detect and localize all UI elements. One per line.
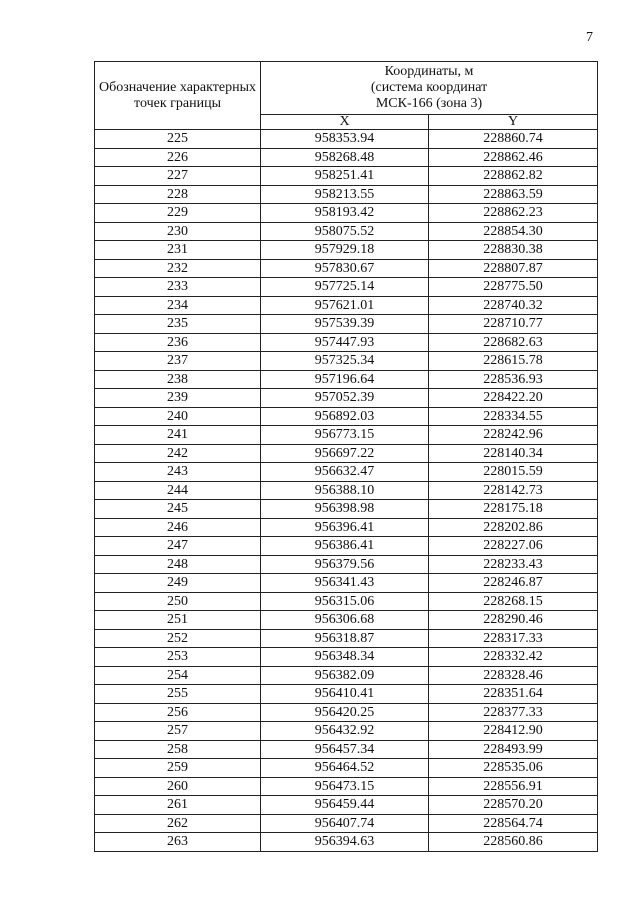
x-coordinate-cell: 957447.93	[261, 333, 429, 352]
table-row	[95, 611, 598, 630]
table-row	[95, 518, 598, 537]
y-coordinate-cell: 228202.86	[429, 518, 598, 537]
point-id-cell: 242	[95, 444, 261, 463]
y-coordinate-cell: 228332.42	[429, 648, 598, 667]
y-column-header: Y	[429, 115, 598, 130]
x-coordinate-cell: 956459.44	[261, 796, 429, 815]
table-row	[95, 241, 598, 260]
x-coordinate-cell: 956386.41	[261, 537, 429, 556]
x-coordinate-cell: 956773.15	[261, 426, 429, 445]
x-coordinate-cell: 956388.10	[261, 481, 429, 500]
table-row	[95, 444, 598, 463]
y-coordinate-cell: 228830.38	[429, 241, 598, 260]
table-row	[95, 722, 598, 741]
x-coordinate-cell: 956382.09	[261, 666, 429, 685]
table-row	[95, 463, 598, 482]
point-id-cell: 251	[95, 611, 261, 630]
y-coordinate-cell: 228268.15	[429, 592, 598, 611]
x-coordinate-cell: 956341.43	[261, 574, 429, 593]
x-coordinate-cell: 956318.87	[261, 629, 429, 648]
y-coordinate-cell: 228862.46	[429, 148, 598, 167]
x-coordinate-cell: 956410.41	[261, 685, 429, 704]
x-coordinate-cell: 956407.74	[261, 814, 429, 833]
y-coordinate-cell: 228854.30	[429, 222, 598, 241]
y-coordinate-cell: 228334.55	[429, 407, 598, 426]
coordinates-column-header	[261, 62, 598, 115]
point-id-cell: 228	[95, 185, 261, 204]
table-row	[95, 537, 598, 556]
table-row	[95, 648, 598, 667]
x-coordinate-cell: 956398.98	[261, 500, 429, 519]
table-row	[95, 574, 598, 593]
y-coordinate-cell: 228377.33	[429, 703, 598, 722]
point-id-cell: 230	[95, 222, 261, 241]
y-coordinate-cell: 228317.33	[429, 629, 598, 648]
y-coordinate-cell: 228862.82	[429, 167, 598, 186]
table-row	[95, 389, 598, 408]
y-coordinate-cell: 228328.46	[429, 666, 598, 685]
y-coordinate-cell: 228412.90	[429, 722, 598, 741]
x-coordinate-cell: 956348.34	[261, 648, 429, 667]
y-coordinate-cell: 228015.59	[429, 463, 598, 482]
point-id-cell: 234	[95, 296, 261, 315]
point-id-cell: 259	[95, 759, 261, 778]
point-id-cell: 241	[95, 426, 261, 445]
point-id-cell: 240	[95, 407, 261, 426]
table-row	[95, 592, 598, 611]
y-coordinate-cell: 228740.32	[429, 296, 598, 315]
point-id-cell: 235	[95, 315, 261, 334]
x-coordinate-cell: 956473.15	[261, 777, 429, 796]
table-row	[95, 685, 598, 704]
y-coordinate-cell: 228536.93	[429, 370, 598, 389]
x-coordinate-cell: 957621.01	[261, 296, 429, 315]
point-id-cell: 226	[95, 148, 261, 167]
point-id-cell: 246	[95, 518, 261, 537]
x-coordinate-cell: 958193.42	[261, 204, 429, 223]
point-id-cell: 260	[95, 777, 261, 796]
y-coordinate-cell: 228142.73	[429, 481, 598, 500]
table-row	[95, 629, 598, 648]
y-coordinate-cell: 228422.20	[429, 389, 598, 408]
table-row	[95, 296, 598, 315]
table-row	[95, 426, 598, 445]
coordinates-table	[94, 61, 598, 852]
point-id-cell: 233	[95, 278, 261, 297]
point-id-cell: 255	[95, 685, 261, 704]
point-id-cell: 225	[95, 130, 261, 149]
y-coordinate-cell: 228227.06	[429, 537, 598, 556]
table-row	[95, 777, 598, 796]
y-coordinate-cell: 228860.74	[429, 130, 598, 149]
table-row	[95, 259, 598, 278]
point-id-cell: 238	[95, 370, 261, 389]
page-number: 7	[586, 30, 593, 45]
point-id-cell: 245	[95, 500, 261, 519]
point-id-cell: 227	[95, 167, 261, 186]
point-id-cell: 252	[95, 629, 261, 648]
x-coordinate-cell: 958268.48	[261, 148, 429, 167]
y-coordinate-cell: 228560.86	[429, 833, 598, 852]
point-id-cell: 253	[95, 648, 261, 667]
point-id-cell: 258	[95, 740, 261, 759]
table-row	[95, 796, 598, 815]
point-id-cell: 244	[95, 481, 261, 500]
x-coordinate-cell: 957830.67	[261, 259, 429, 278]
coordinates-header-line-1: Координаты, м	[384, 64, 474, 79]
table-row	[95, 481, 598, 500]
table-row	[95, 185, 598, 204]
table-row	[95, 703, 598, 722]
x-coordinate-cell: 956464.52	[261, 759, 429, 778]
x-coordinate-cell: 958213.55	[261, 185, 429, 204]
x-coordinate-cell: 957539.39	[261, 315, 429, 334]
y-coordinate-cell: 228682.63	[429, 333, 598, 352]
y-coordinate-cell: 228862.23	[429, 204, 598, 223]
x-coordinate-cell: 956394.63	[261, 833, 429, 852]
point-id-cell: 248	[95, 555, 261, 574]
y-coordinate-cell: 228556.91	[429, 777, 598, 796]
x-column-header: X	[261, 115, 429, 130]
x-coordinate-cell: 956432.92	[261, 722, 429, 741]
x-coordinate-cell: 957052.39	[261, 389, 429, 408]
point-id-cell: 262	[95, 814, 261, 833]
x-coordinate-cell: 956420.25	[261, 703, 429, 722]
x-coordinate-cell: 957325.34	[261, 352, 429, 371]
y-coordinate-cell: 228535.06	[429, 759, 598, 778]
point-id-cell: 237	[95, 352, 261, 371]
coordinates-header-line-3: МСК-166 (зона 3)	[375, 96, 483, 111]
point-id-cell: 257	[95, 722, 261, 741]
table-row	[95, 222, 598, 241]
table-row	[95, 666, 598, 685]
table-row	[95, 759, 598, 778]
point-id-cell: 236	[95, 333, 261, 352]
y-coordinate-cell: 228493.99	[429, 740, 598, 759]
x-coordinate-cell: 958075.52	[261, 222, 429, 241]
x-coordinate-cell: 956306.68	[261, 611, 429, 630]
x-coordinate-cell: 956892.03	[261, 407, 429, 426]
point-id-cell: 232	[95, 259, 261, 278]
table-row	[95, 278, 598, 297]
y-coordinate-cell: 228775.50	[429, 278, 598, 297]
x-coordinate-cell: 956315.06	[261, 592, 429, 611]
y-coordinate-cell: 228564.74	[429, 814, 598, 833]
x-coordinate-cell: 958353.94	[261, 130, 429, 149]
x-coordinate-cell: 957929.18	[261, 241, 429, 260]
table-row	[95, 370, 598, 389]
table-row	[95, 833, 598, 852]
table-row	[95, 130, 598, 149]
coordinates-table-body	[95, 130, 598, 852]
table-row	[95, 740, 598, 759]
y-coordinate-cell: 228615.78	[429, 352, 598, 371]
table-row	[95, 204, 598, 223]
x-coordinate-cell: 957725.14	[261, 278, 429, 297]
table-row	[95, 352, 598, 371]
x-coordinate-cell: 957196.64	[261, 370, 429, 389]
point-id-cell: 229	[95, 204, 261, 223]
table-row	[95, 333, 598, 352]
x-coordinate-cell: 958251.41	[261, 167, 429, 186]
point-id-cell: 247	[95, 537, 261, 556]
point-column-header: Обозначение характерных точек границы	[95, 62, 261, 130]
x-coordinate-cell: 956457.34	[261, 740, 429, 759]
x-coordinate-cell: 956632.47	[261, 463, 429, 482]
coordinates-header-line-2: (система координат	[370, 80, 488, 95]
x-coordinate-cell: 956697.22	[261, 444, 429, 463]
y-coordinate-cell: 228246.87	[429, 574, 598, 593]
y-coordinate-cell: 228233.43	[429, 555, 598, 574]
point-id-cell: 231	[95, 241, 261, 260]
y-coordinate-cell: 228351.64	[429, 685, 598, 704]
x-coordinate-cell: 956396.41	[261, 518, 429, 537]
table-row	[95, 814, 598, 833]
y-coordinate-cell: 228710.77	[429, 315, 598, 334]
point-id-cell: 254	[95, 666, 261, 685]
point-id-cell: 256	[95, 703, 261, 722]
y-coordinate-cell: 228175.18	[429, 500, 598, 519]
y-coordinate-cell: 228570.20	[429, 796, 598, 815]
point-id-cell: 250	[95, 592, 261, 611]
y-coordinate-cell: 228807.87	[429, 259, 598, 278]
y-coordinate-cell: 228242.96	[429, 426, 598, 445]
point-id-cell: 261	[95, 796, 261, 815]
point-id-cell: 249	[95, 574, 261, 593]
table-row	[95, 555, 598, 574]
table-row	[95, 500, 598, 519]
point-id-cell: 239	[95, 389, 261, 408]
y-coordinate-cell: 228863.59	[429, 185, 598, 204]
y-coordinate-cell: 228140.34	[429, 444, 598, 463]
point-id-cell: 263	[95, 833, 261, 852]
x-coordinate-cell: 956379.56	[261, 555, 429, 574]
table-row	[95, 167, 598, 186]
point-id-cell: 243	[95, 463, 261, 482]
table-row	[95, 148, 598, 167]
table-row	[95, 407, 598, 426]
y-coordinate-cell: 228290.46	[429, 611, 598, 630]
table-row	[95, 315, 598, 334]
